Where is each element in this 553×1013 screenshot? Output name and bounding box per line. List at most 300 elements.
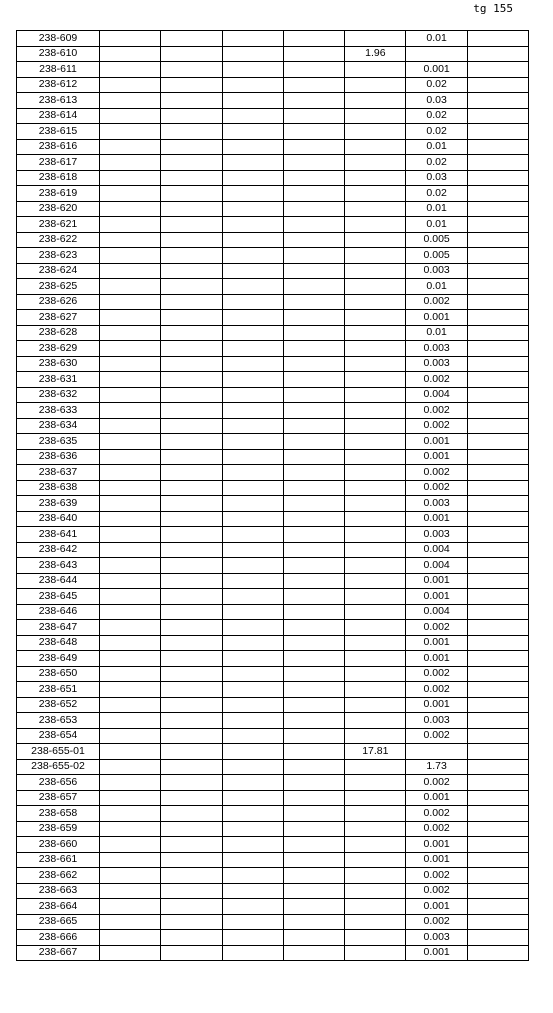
col5-cell <box>345 821 406 837</box>
sample-id-cell: 238-612 <box>17 77 100 93</box>
value-cell <box>406 46 467 62</box>
value-cell: 0.01 <box>406 279 467 295</box>
empty-cell <box>161 403 222 419</box>
table-row <box>17 325 529 341</box>
empty-cell <box>467 542 528 558</box>
col5-cell <box>345 899 406 915</box>
empty-cell <box>222 170 283 186</box>
col5-cell <box>345 93 406 109</box>
table-row <box>17 744 529 760</box>
col5-cell <box>345 186 406 202</box>
empty-cell <box>161 77 222 93</box>
empty-cell <box>161 697 222 713</box>
empty-cell <box>161 914 222 930</box>
empty-cell <box>100 279 161 295</box>
col5-cell <box>345 666 406 682</box>
empty-cell <box>161 155 222 171</box>
empty-cell <box>283 930 344 946</box>
table-row <box>17 465 529 481</box>
col5-cell <box>345 480 406 496</box>
empty-cell <box>222 914 283 930</box>
empty-cell <box>283 480 344 496</box>
empty-cell <box>467 124 528 140</box>
value-cell: 0.001 <box>406 697 467 713</box>
empty-cell <box>100 511 161 527</box>
empty-cell <box>283 186 344 202</box>
empty-cell <box>283 217 344 233</box>
sample-id-cell: 238-666 <box>17 930 100 946</box>
empty-cell <box>467 217 528 233</box>
col5-cell <box>345 759 406 775</box>
empty-cell <box>283 248 344 264</box>
empty-cell <box>467 46 528 62</box>
empty-cell <box>222 511 283 527</box>
sample-id-cell: 238-652 <box>17 697 100 713</box>
col5-cell <box>345 542 406 558</box>
value-cell: 0.001 <box>406 790 467 806</box>
empty-cell <box>161 31 222 47</box>
value-cell: 0.01 <box>406 31 467 47</box>
empty-cell <box>161 651 222 667</box>
value-cell: 0.002 <box>406 914 467 930</box>
empty-cell <box>222 124 283 140</box>
sample-id-cell: 238-640 <box>17 511 100 527</box>
value-cell: 0.001 <box>406 651 467 667</box>
empty-cell <box>161 263 222 279</box>
col5-cell <box>345 775 406 791</box>
sample-id-cell: 238-610 <box>17 46 100 62</box>
table-row <box>17 124 529 140</box>
empty-cell <box>161 201 222 217</box>
empty-cell <box>222 403 283 419</box>
empty-cell <box>100 852 161 868</box>
empty-cell <box>161 573 222 589</box>
sample-id-cell: 238-622 <box>17 232 100 248</box>
value-cell: 0.001 <box>406 449 467 465</box>
empty-cell <box>161 124 222 140</box>
table-row <box>17 496 529 512</box>
table-row <box>17 356 529 372</box>
empty-cell <box>100 635 161 651</box>
value-cell: 0.001 <box>406 899 467 915</box>
empty-cell <box>222 31 283 47</box>
col5-cell <box>345 837 406 853</box>
empty-cell <box>161 558 222 574</box>
empty-cell <box>467 573 528 589</box>
table-row <box>17 852 529 868</box>
empty-cell <box>467 310 528 326</box>
empty-cell <box>222 837 283 853</box>
empty-cell <box>283 341 344 357</box>
empty-cell <box>222 682 283 698</box>
empty-cell <box>467 635 528 651</box>
empty-cell <box>283 46 344 62</box>
empty-cell <box>222 93 283 109</box>
empty-cell <box>283 589 344 605</box>
empty-cell <box>222 46 283 62</box>
col5-cell <box>345 496 406 512</box>
empty-cell <box>100 201 161 217</box>
table-row <box>17 945 529 961</box>
col5-cell <box>345 31 406 47</box>
empty-cell <box>161 542 222 558</box>
col5-cell <box>345 914 406 930</box>
col5-cell <box>345 62 406 78</box>
table-row <box>17 46 529 62</box>
empty-cell <box>161 325 222 341</box>
value-cell: 0.002 <box>406 666 467 682</box>
empty-cell <box>283 790 344 806</box>
empty-cell <box>100 589 161 605</box>
empty-cell <box>467 248 528 264</box>
col5-cell <box>345 589 406 605</box>
sample-id-cell: 238-628 <box>17 325 100 341</box>
empty-cell <box>161 356 222 372</box>
value-cell: 0.001 <box>406 852 467 868</box>
empty-cell <box>467 604 528 620</box>
empty-cell <box>161 217 222 233</box>
sample-id-cell: 238-634 <box>17 418 100 434</box>
empty-cell <box>467 883 528 899</box>
empty-cell <box>161 434 222 450</box>
empty-cell <box>283 868 344 884</box>
value-cell: 0.002 <box>406 480 467 496</box>
value-cell: 0.003 <box>406 930 467 946</box>
table-row <box>17 62 529 78</box>
empty-cell <box>283 31 344 47</box>
col5-cell <box>345 403 406 419</box>
empty-cell <box>283 511 344 527</box>
empty-cell <box>467 341 528 357</box>
sample-id-cell: 238-649 <box>17 651 100 667</box>
sample-id-cell: 238-638 <box>17 480 100 496</box>
value-cell: 0.002 <box>406 620 467 636</box>
table-row <box>17 170 529 186</box>
empty-cell <box>100 186 161 202</box>
empty-cell <box>283 449 344 465</box>
empty-cell <box>467 31 528 47</box>
sample-id-cell: 238-641 <box>17 527 100 543</box>
table-row <box>17 666 529 682</box>
col5-cell <box>345 635 406 651</box>
table-row <box>17 217 529 233</box>
value-cell: 0.02 <box>406 186 467 202</box>
table-row <box>17 511 529 527</box>
empty-cell <box>283 945 344 961</box>
empty-cell <box>161 465 222 481</box>
empty-cell <box>467 449 528 465</box>
empty-cell <box>222 651 283 667</box>
empty-cell <box>467 728 528 744</box>
empty-cell <box>467 465 528 481</box>
value-cell <box>406 744 467 760</box>
empty-cell <box>161 744 222 760</box>
sample-id-cell: 238-621 <box>17 217 100 233</box>
empty-cell <box>100 666 161 682</box>
sample-id-cell: 238-661 <box>17 852 100 868</box>
value-cell: 0.003 <box>406 496 467 512</box>
value-cell: 0.005 <box>406 248 467 264</box>
table-row <box>17 837 529 853</box>
empty-cell <box>100 790 161 806</box>
sample-id-cell: 238-627 <box>17 310 100 326</box>
value-cell: 0.03 <box>406 93 467 109</box>
sample-id-cell: 238-625 <box>17 279 100 295</box>
empty-cell <box>100 387 161 403</box>
col5-cell <box>345 868 406 884</box>
empty-cell <box>161 62 222 78</box>
empty-cell <box>222 759 283 775</box>
empty-cell <box>283 573 344 589</box>
table-row <box>17 387 529 403</box>
empty-cell <box>100 356 161 372</box>
empty-cell <box>467 790 528 806</box>
empty-cell <box>161 620 222 636</box>
empty-cell <box>100 465 161 481</box>
empty-cell <box>467 806 528 822</box>
col5-cell <box>345 434 406 450</box>
empty-cell <box>283 558 344 574</box>
empty-cell <box>467 930 528 946</box>
empty-cell <box>100 728 161 744</box>
empty-cell <box>222 589 283 605</box>
empty-cell <box>161 372 222 388</box>
empty-cell <box>100 651 161 667</box>
empty-cell <box>222 806 283 822</box>
empty-cell <box>283 697 344 713</box>
empty-cell <box>161 387 222 403</box>
empty-cell <box>100 883 161 899</box>
table-row <box>17 604 529 620</box>
empty-cell <box>222 899 283 915</box>
empty-cell <box>161 837 222 853</box>
empty-cell <box>283 899 344 915</box>
empty-cell <box>283 62 344 78</box>
value-cell: 0.004 <box>406 542 467 558</box>
empty-cell <box>100 868 161 884</box>
value-cell: 0.02 <box>406 77 467 93</box>
empty-cell <box>100 806 161 822</box>
table-row <box>17 263 529 279</box>
data-table <box>16 30 529 961</box>
sample-id-cell: 238-648 <box>17 635 100 651</box>
col5-cell <box>345 527 406 543</box>
empty-cell <box>283 93 344 109</box>
empty-cell <box>222 248 283 264</box>
col5-cell <box>345 511 406 527</box>
empty-cell <box>467 62 528 78</box>
value-cell: 0.004 <box>406 387 467 403</box>
value-cell: 0.01 <box>406 139 467 155</box>
empty-cell <box>283 666 344 682</box>
empty-cell <box>283 108 344 124</box>
table-row <box>17 868 529 884</box>
empty-cell <box>161 713 222 729</box>
table-row <box>17 713 529 729</box>
sample-id-cell: 238-631 <box>17 372 100 388</box>
empty-cell <box>161 449 222 465</box>
empty-cell <box>467 511 528 527</box>
empty-cell <box>100 496 161 512</box>
empty-cell <box>467 759 528 775</box>
sample-id-cell: 238-659 <box>17 821 100 837</box>
table-row <box>17 139 529 155</box>
empty-cell <box>100 31 161 47</box>
empty-cell <box>161 46 222 62</box>
empty-cell <box>100 93 161 109</box>
empty-cell <box>222 434 283 450</box>
empty-cell <box>100 418 161 434</box>
table-row <box>17 589 529 605</box>
empty-cell <box>283 852 344 868</box>
value-cell: 0.003 <box>406 527 467 543</box>
empty-cell <box>283 418 344 434</box>
value-cell: 0.003 <box>406 341 467 357</box>
empty-cell <box>467 945 528 961</box>
empty-cell <box>161 790 222 806</box>
sample-id-cell: 238-619 <box>17 186 100 202</box>
empty-cell <box>100 372 161 388</box>
sample-id-cell: 238-637 <box>17 465 100 481</box>
empty-cell <box>222 263 283 279</box>
col5-cell <box>345 77 406 93</box>
empty-cell <box>161 294 222 310</box>
sample-id-cell: 238-639 <box>17 496 100 512</box>
col5-cell <box>345 310 406 326</box>
table-row <box>17 77 529 93</box>
empty-cell <box>283 775 344 791</box>
sample-id-cell: 238-629 <box>17 341 100 357</box>
empty-cell <box>467 155 528 171</box>
empty-cell <box>100 930 161 946</box>
empty-cell <box>283 356 344 372</box>
empty-cell <box>100 341 161 357</box>
empty-cell <box>161 759 222 775</box>
col5-cell <box>345 713 406 729</box>
empty-cell <box>161 186 222 202</box>
empty-cell <box>467 77 528 93</box>
sample-id-cell: 238-657 <box>17 790 100 806</box>
empty-cell <box>222 232 283 248</box>
col5-cell <box>345 108 406 124</box>
empty-cell <box>467 666 528 682</box>
empty-cell <box>283 155 344 171</box>
empty-cell <box>283 232 344 248</box>
empty-cell <box>100 310 161 326</box>
sample-id-cell: 238-611 <box>17 62 100 78</box>
empty-cell <box>467 821 528 837</box>
col5-cell <box>345 139 406 155</box>
col5-cell: 17.81 <box>345 744 406 760</box>
table-row <box>17 232 529 248</box>
col5-cell <box>345 341 406 357</box>
table-row <box>17 883 529 899</box>
empty-cell <box>161 775 222 791</box>
empty-cell <box>222 930 283 946</box>
empty-cell <box>222 728 283 744</box>
empty-cell <box>161 139 222 155</box>
empty-cell <box>467 403 528 419</box>
sample-id-cell: 238-624 <box>17 263 100 279</box>
sample-id-cell: 238-633 <box>17 403 100 419</box>
empty-cell <box>283 279 344 295</box>
empty-cell <box>100 899 161 915</box>
empty-cell <box>467 356 528 372</box>
value-cell: 0.002 <box>406 821 467 837</box>
empty-cell <box>100 480 161 496</box>
value-cell: 0.002 <box>406 775 467 791</box>
value-cell: 0.002 <box>406 465 467 481</box>
empty-cell <box>100 945 161 961</box>
sample-id-cell: 238-636 <box>17 449 100 465</box>
empty-cell <box>100 108 161 124</box>
table-body <box>17 31 529 961</box>
table-row <box>17 294 529 310</box>
empty-cell <box>161 93 222 109</box>
empty-cell <box>222 496 283 512</box>
table-row <box>17 682 529 698</box>
empty-cell <box>161 418 222 434</box>
col5-cell <box>345 248 406 264</box>
col5-cell <box>345 263 406 279</box>
empty-cell <box>283 434 344 450</box>
value-cell: 1.73 <box>406 759 467 775</box>
value-cell: 0.002 <box>406 294 467 310</box>
table-row <box>17 403 529 419</box>
empty-cell <box>222 821 283 837</box>
empty-cell <box>467 697 528 713</box>
sample-id-cell: 238-614 <box>17 108 100 124</box>
empty-cell <box>467 837 528 853</box>
col5-cell <box>345 232 406 248</box>
table-row <box>17 108 529 124</box>
empty-cell <box>283 77 344 93</box>
empty-cell <box>467 263 528 279</box>
empty-cell <box>222 356 283 372</box>
sample-id-cell: 238-635 <box>17 434 100 450</box>
empty-cell <box>467 899 528 915</box>
empty-cell <box>100 170 161 186</box>
sample-id-cell: 238-615 <box>17 124 100 140</box>
value-cell: 0.003 <box>406 263 467 279</box>
empty-cell <box>222 790 283 806</box>
empty-cell <box>161 883 222 899</box>
empty-cell <box>467 186 528 202</box>
empty-cell <box>467 496 528 512</box>
sample-id-cell: 238-665 <box>17 914 100 930</box>
empty-cell <box>467 93 528 109</box>
empty-cell <box>467 434 528 450</box>
empty-cell <box>100 558 161 574</box>
empty-cell <box>467 325 528 341</box>
value-cell: 0.004 <box>406 558 467 574</box>
empty-cell <box>222 387 283 403</box>
sample-id-cell: 238-656 <box>17 775 100 791</box>
empty-cell <box>100 604 161 620</box>
empty-cell <box>467 852 528 868</box>
table-row <box>17 31 529 47</box>
col5-cell <box>345 883 406 899</box>
empty-cell <box>222 217 283 233</box>
empty-cell <box>222 465 283 481</box>
empty-cell <box>222 697 283 713</box>
table-row <box>17 542 529 558</box>
empty-cell <box>161 248 222 264</box>
empty-cell <box>100 217 161 233</box>
table-row <box>17 186 529 202</box>
empty-cell <box>283 883 344 899</box>
empty-cell <box>222 868 283 884</box>
